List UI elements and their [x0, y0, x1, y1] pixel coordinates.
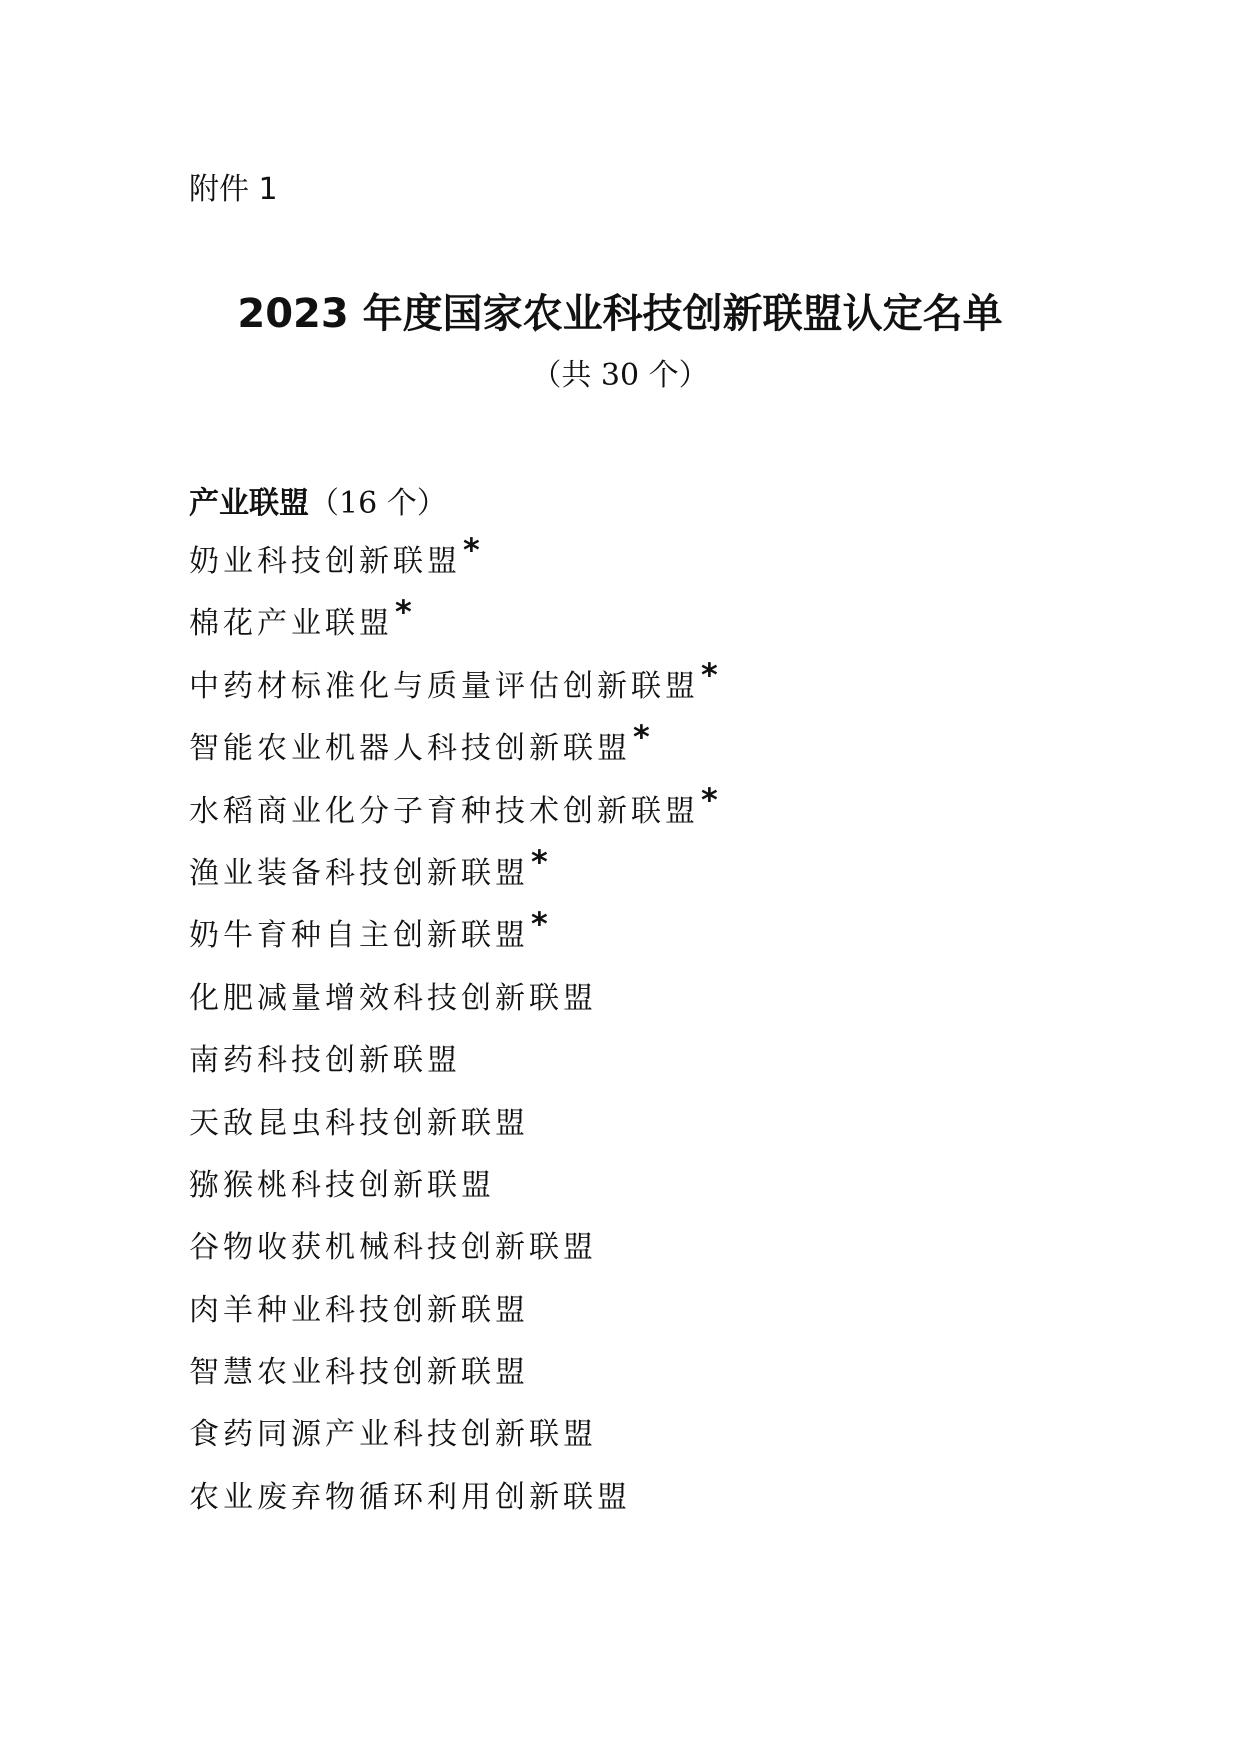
list-item	[189, 1100, 718, 1162]
list-item	[189, 531, 718, 600]
alliance-name: 南药科技创新联盟	[189, 1043, 461, 1079]
list-item	[189, 593, 718, 662]
alliance-list	[189, 531, 718, 1536]
page-title: 2023 年度国家农业科技创新联盟认定名单	[237, 291, 1003, 337]
list-item	[189, 1411, 718, 1473]
asterisk-mark: *	[531, 905, 548, 944]
list-item	[189, 655, 718, 725]
list-item	[189, 1162, 718, 1224]
alliance-name: 谷物收获机械科技创新联盟	[189, 1230, 597, 1266]
list-item	[189, 975, 718, 1037]
list-item	[189, 1474, 718, 1536]
list-item	[189, 1037, 718, 1099]
alliance-name: 奶牛育种自主创新联盟	[189, 918, 529, 954]
alliance-name: 水稻商业化分子育种技术创新联盟	[189, 793, 699, 829]
alliance-name: 渔业装备科技创新联盟	[189, 855, 529, 891]
asterisk-mark: *	[701, 655, 718, 694]
alliance-name: 智慧农业科技创新联盟	[189, 1355, 529, 1391]
list-item	[189, 1349, 718, 1411]
list-item	[189, 718, 718, 787]
alliance-name: 猕猴桃科技创新联盟	[189, 1167, 495, 1203]
section-count: （16 个）	[309, 486, 447, 521]
alliance-name: 棉花产业联盟	[189, 606, 393, 642]
list-item	[189, 905, 718, 974]
list-item	[189, 1287, 718, 1349]
list-item	[189, 1224, 718, 1286]
attachment-label: 附件 1	[189, 172, 278, 207]
alliance-name: 天敌昆虫科技创新联盟	[189, 1105, 529, 1141]
alliance-name: 肉羊种业科技创新联盟	[189, 1292, 529, 1328]
asterisk-mark: *	[395, 593, 412, 632]
alliance-name: 智能农业机器人科技创新联盟	[189, 731, 631, 767]
page-subtitle: （共 30 个）	[531, 358, 709, 393]
asterisk-mark: *	[633, 718, 650, 757]
alliance-name: 奶业科技创新联盟	[189, 544, 461, 579]
alliance-name: 中药材标准化与质量评估创新联盟	[189, 668, 699, 704]
section-heading	[189, 482, 447, 526]
alliance-name: 食药同源产业科技创新联盟	[189, 1417, 597, 1453]
alliance-name: 农业废弃物循环利用创新联盟	[189, 1479, 631, 1515]
list-item	[189, 780, 718, 850]
asterisk-mark: *	[701, 780, 718, 819]
alliance-name: 化肥减量增效科技创新联盟	[189, 980, 597, 1016]
section-heading-text: 产业联盟	[189, 486, 309, 521]
asterisk-mark: *	[531, 842, 548, 881]
list-item	[189, 842, 718, 912]
asterisk-mark: *	[463, 531, 480, 569]
